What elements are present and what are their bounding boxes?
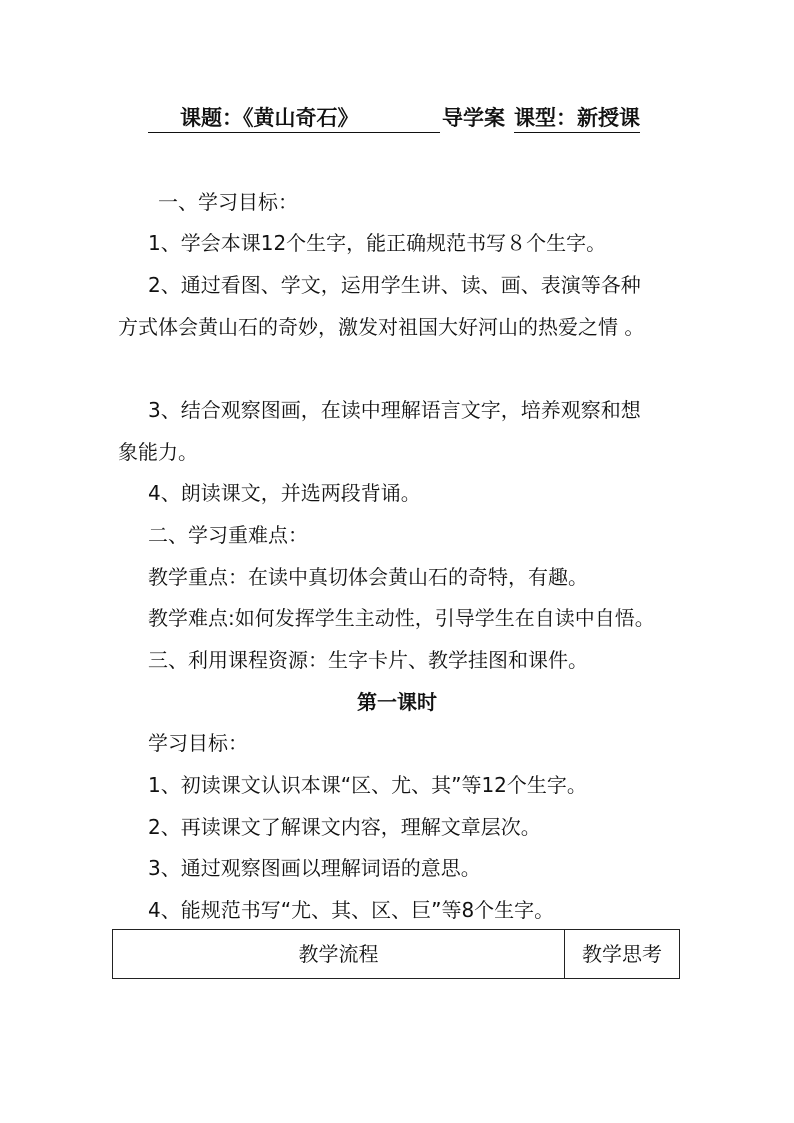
lesson-objective-4: 4、能规范书写“尤、其、区、巨”等8个生字。	[148, 898, 555, 922]
table-header-reflection: 教学思考	[582, 942, 662, 966]
objective-item-2-line-2: 方式体会黄山石的奇妙，激发对祖国大好河山的热爱之情 。	[118, 315, 645, 339]
key-points-heading: 二、学习重难点：	[148, 523, 308, 547]
objective-item-3-line-1: 3、结合观察图画，在读中理解语言文字，培养观察和想	[148, 398, 641, 422]
course-resources: 三、利用课程资源：生字卡片、教学挂图和课件。	[148, 648, 588, 672]
objectives-heading: 一、学习目标：	[158, 190, 298, 214]
teaching-difficulty: 教学难点:如何发挥学生主动性，引导学生在自读中自悟。	[148, 606, 655, 630]
title-type: 课型：新授课	[514, 104, 640, 133]
objective-item-3-line-2: 象能力。	[118, 440, 198, 464]
title-guide: 导学案	[442, 106, 505, 130]
teaching-focus: 教学重点：在读中真切体会黄山石的奇特，有趣。	[148, 565, 588, 589]
document-title	[148, 104, 678, 132]
objective-item-1: 1、学会本课12个生字，能正确规范书写８个生字。	[148, 231, 607, 255]
lesson-objectives-label: 学习目标：	[148, 731, 248, 755]
title-topic: 课题：《黄山奇石》	[148, 104, 440, 133]
lesson-objective-2: 2、再读课文了解课文内容，理解文章层次。	[148, 815, 541, 839]
objective-item-2-line-1: 2、通过看图、学文，运用学生讲、读、画、表演等各种	[148, 273, 641, 297]
lesson-objective-3: 3、通过观察图画以理解词语的意思。	[148, 856, 481, 880]
teaching-table	[112, 929, 680, 979]
objective-item-4: 4、朗读课文，并选两段背诵。	[148, 481, 421, 505]
lesson-heading: 第一课时	[357, 690, 437, 714]
table-header-process: 教学流程	[113, 930, 565, 978]
lesson-objective-1: 1、初读课文认识本课“区、尤、其”等12个生字。	[148, 773, 587, 797]
